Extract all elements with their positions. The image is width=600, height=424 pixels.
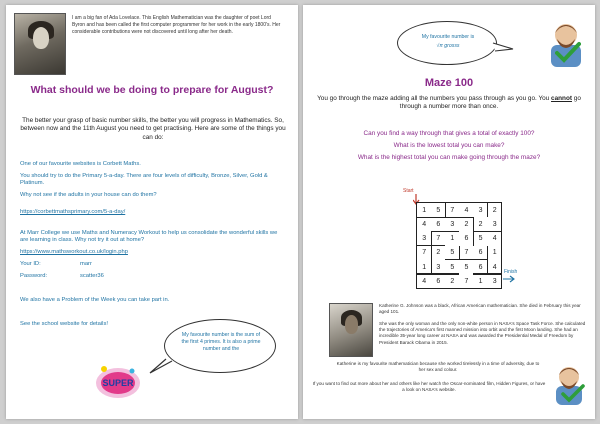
maze-cell: 1 [478, 277, 483, 285]
maze-rules: You go through the maze adding all the numbers you pass through as you go. You cannot go through a number more than once. [317, 95, 581, 111]
maze-wall [487, 203, 488, 217]
problem-of-week-text: We also have a Problem of the Week you can take part in. [20, 297, 170, 303]
maze-cell: 3 [450, 220, 455, 228]
maze-cell: 2 [450, 277, 455, 285]
maze-wall [473, 217, 474, 245]
corbett-ask: Why not see if the adults in your house can do them? [20, 192, 157, 198]
maze-cell: 3 [436, 263, 441, 271]
maze-wall [459, 246, 460, 260]
bubble-tail [146, 357, 176, 377]
maze-cell: 5 [478, 235, 483, 243]
super-badge [94, 361, 142, 401]
password-label: Password: [20, 273, 48, 279]
question-3: What is the highest total you can make going through the maze? [357, 154, 541, 161]
maze-wall [487, 246, 488, 274]
maze-cell: 1 [422, 206, 427, 214]
right-bubble-tail [491, 41, 515, 55]
maze-cell: 7 [422, 249, 427, 257]
katherine-bio-4: If you want to find out more about her and others like her watch the Oscar-nominated film, Hidden Figures, or have a look on NASA's website. [312, 381, 546, 393]
maze-cell: 4 [422, 277, 427, 285]
maze-cell: 4 [492, 235, 497, 243]
ada-intro-text: I am a big fan of Ada Lovelace. This English Mathematician was the daughter of poet Lord Byron and has been called the first computer programmer for her work in the early 1800's. Her considerable contributions were not discovered until long after her death. [72, 15, 281, 36]
password-value: scatter36 [80, 273, 104, 279]
maze-wall [445, 203, 446, 217]
maze-cell: 3 [422, 235, 427, 243]
right-page [303, 5, 595, 419]
maze-cell: 1 [492, 249, 497, 257]
corbett-text: You should try to do the Primary 5-a-day. There are four levels of difficulty, Bronze, Silver, Gold & Platinum. [20, 173, 268, 187]
green-tick-icon-bottom [561, 383, 585, 403]
maze-cell: 7 [450, 206, 455, 214]
your-id-label: Your ID: [20, 261, 41, 267]
maze-heading: Maze 100 [424, 77, 474, 89]
maze-cell: 7 [436, 235, 441, 243]
maze-cell: 2 [436, 249, 441, 257]
maze-cell: 2 [464, 220, 469, 228]
katherine-bio-3: Katherine is my favourite mathematician because she worked tirelessly in a time of adversity, due to her sex and colour. [336, 361, 540, 373]
katherine-bio-1: Katherine G. Johnson was a black, African American mathematician. She died in February this year aged 101. [379, 303, 581, 315]
maze-cell: 4 [492, 263, 497, 271]
question-2: What is the lowest total you can make? [393, 142, 505, 149]
maze-wall [431, 231, 459, 232]
prepare-heading: What should we be doing to prepare for August? [30, 84, 274, 96]
katherine-johnson-portrait [329, 303, 373, 357]
start-label: Start [403, 188, 414, 194]
maze-wall [445, 259, 487, 260]
maze-cell: 7 [464, 277, 469, 285]
maze-wall [473, 231, 501, 232]
maze-cell: 5 [450, 249, 455, 257]
corbett-link[interactable]: https://corbettmathsprimary.com/5-a-day/ [20, 209, 126, 215]
favourite-number-bubble-right [397, 21, 497, 65]
maze-cell: 2 [478, 220, 483, 228]
katherine-bio-2: She was the only woman and the only non-white person in NASA's Space Task Force. She calculated the trajectories of America's first manned mission into orbit and the first Moon landing. She had an incredible 35-year long career at NASA and was awarded the Presidential Medal of Freedom by President Barack Obama in 2015. [379, 321, 586, 345]
school-website-text: See the school website for details! [20, 321, 108, 327]
bubble-text: My favourite number is the sum of the first 4 primes. It is also a prime number and the [181, 332, 261, 352]
intro-text: The better your grasp of basic number skills, the better you will progress in Mathematics. So, between now and the 11th August you need to get practising. Here are some of the things you can do: [20, 117, 286, 141]
maze-cell: 4 [422, 220, 427, 228]
right-bubble-value: √π grosss [436, 43, 460, 49]
maze-cell: 6 [478, 263, 483, 271]
favourite-number-bubble [164, 319, 276, 373]
right-bubble-text: My favourite number is [421, 34, 475, 40]
maze-cell: 7 [464, 249, 469, 257]
maze-cell: 6 [436, 220, 441, 228]
finish-arrow-icon [502, 275, 516, 283]
maze-cell: 6 [436, 277, 441, 285]
workout-link[interactable]: https://www.mathsworkout.co.uk/login.php [20, 249, 128, 255]
maze-cell: 1 [450, 235, 455, 243]
corbett-title: One of our favourite websites is Corbett Maths. [20, 161, 141, 167]
super-badge-text: SUPER [102, 378, 134, 388]
left-page [6, 5, 298, 419]
maze-cell: 3 [492, 277, 497, 285]
marr-text: At Marr College we use Maths and Numeracy Workout to help us consolidate the wonderful skills we are learning in class. Why not try it out at home? [20, 230, 278, 244]
maze-cell: 2 [492, 206, 497, 214]
maze-cell: 4 [464, 206, 469, 214]
maze-cell: 3 [492, 220, 497, 228]
maze-cell: 5 [436, 206, 441, 214]
finish-label: Finish [504, 269, 518, 275]
maze-cell: 1 [422, 263, 427, 271]
maze-cell: 5 [464, 263, 469, 271]
maze-cell: 3 [478, 206, 483, 214]
maze-grid [416, 202, 502, 289]
maze-wall [417, 273, 459, 274]
question-1: Can you find a way through that gives a total of exactly 100? [363, 130, 535, 137]
your-id-value: marr [80, 261, 92, 267]
maze-wall [431, 231, 432, 274]
ada-lovelace-portrait [14, 13, 66, 75]
maze-cell: 6 [464, 235, 469, 243]
green-tick-icon [555, 41, 581, 63]
maze-cell: 6 [478, 249, 483, 257]
maze-cell: 5 [450, 263, 455, 271]
